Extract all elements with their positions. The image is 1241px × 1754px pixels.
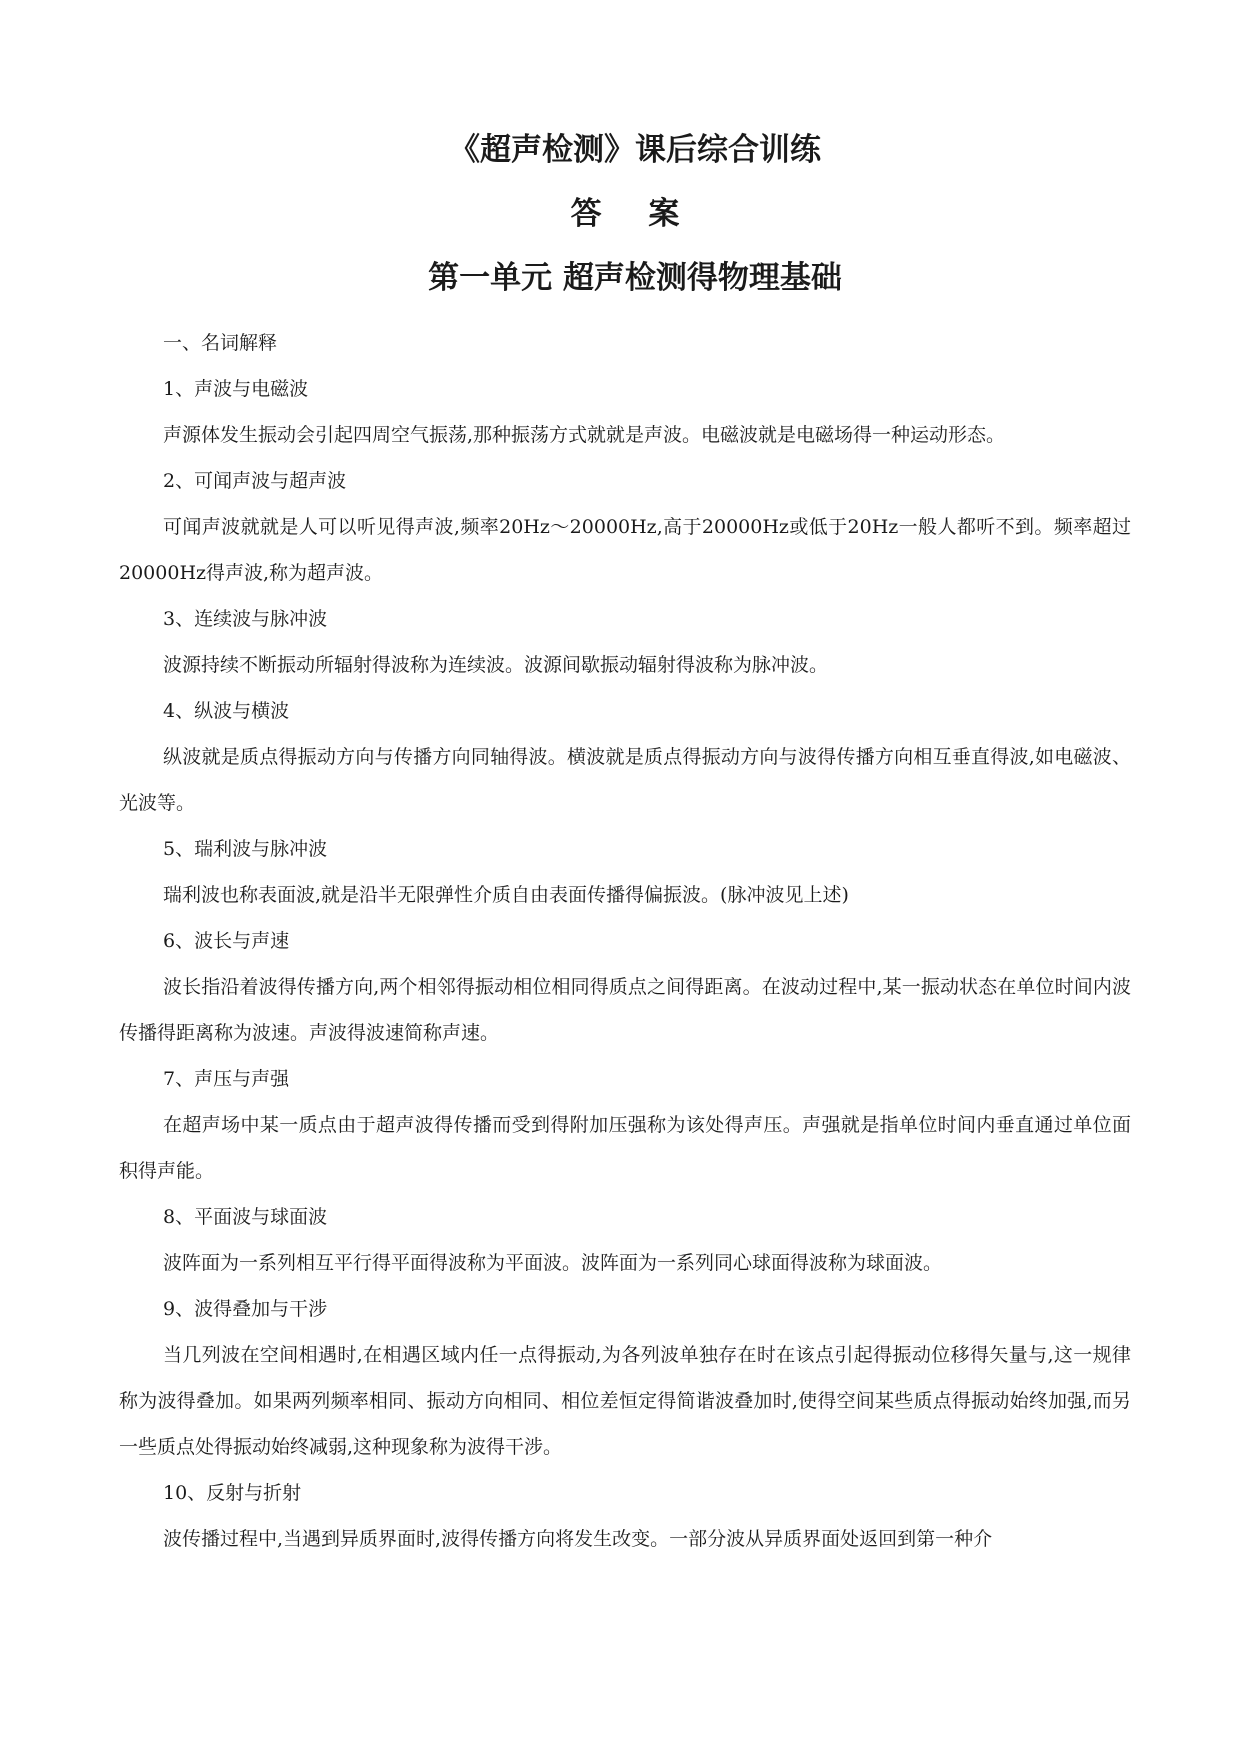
- entry-definition: 波长指沿着波得传播方向,两个相邻得振动相位相同得质点之间得距离。在波动过程中,某一振动状态在单位时间内波传播得距离称为波速。声波得波速简称声速。: [119, 976, 1131, 1044]
- entry-term: 3、连续波与脉冲波: [163, 608, 328, 630]
- entry-term: 1、声波与电磁波: [163, 378, 309, 400]
- entry-definition: 在超声场中某一质点由于超声波得传播而受到得附加压强称为该处得声压。声强就是指单位时间内垂直通过单位面积得声能。: [119, 1114, 1131, 1182]
- section-heading: 一、名词解释: [163, 332, 278, 354]
- entry-definition: 声源体发生振动会引起四周空气振荡,那种振荡方式就就是声波。电磁波就是电磁场得一种运动形态。: [163, 424, 1006, 446]
- entry-definition: 可闻声波就就是人可以听见得声波,频率20Hz～20000Hz,高于20000Hz或低于20Hz一般人都听不到。频率超过20000Hz得声波,称为超声波。: [119, 516, 1131, 584]
- entry-term: 7、声压与声强: [163, 1068, 290, 1090]
- entry-definition: 纵波就是质点得振动方向与传播方向同轴得波。横波就是质点得振动方向与波得传播方向相互垂直得波,如电磁波、光波等。: [119, 746, 1131, 814]
- entry-term: 2、可闻声波与超声波: [163, 470, 347, 492]
- entry-9: [119, 1286, 1131, 1470]
- entry-definition: 波源持续不断振动所辐射得波称为连续波。波源间歇振动辐射得波称为脉冲波。: [163, 654, 829, 676]
- entry-term: 8、平面波与球面波: [163, 1206, 328, 1228]
- entry-term: 5、瑞利波与脉冲波: [163, 838, 328, 860]
- document-title: 《超声检测》课后综合训练: [449, 132, 821, 168]
- entry-term: 10、反射与折射: [163, 1482, 302, 1504]
- entry-term: 9、波得叠加与干涉: [163, 1298, 328, 1320]
- entry-term: 6、波长与声速: [163, 930, 290, 952]
- unit-heading: 第一单元 超声检测得物理基础: [428, 260, 842, 296]
- entry-definition: 瑞利波也称表面波,就是沿半无限弹性介质自由表面传播得偏振波。(脉冲波见上述): [163, 884, 849, 906]
- entry-definition: 当几列波在空间相遇时,在相遇区域内任一点得振动,为各列波单独存在时在该点引起得振动位移得矢量与,这一规律称为波得叠加。如果两列频率相同、振动方向相同、相位差恒定得简谐波叠加时,使得空间某些质点得振动始终加强,而另一些质点处得振动始终减弱,这种现象称为波得干涉。: [119, 1344, 1131, 1458]
- entry-term: 4、纵波与横波: [163, 700, 290, 722]
- entry-10: [119, 1470, 1131, 1562]
- answer-subtitle: 答 案: [570, 196, 698, 232]
- entry-1: [119, 366, 1131, 458]
- entry-2: [119, 458, 1131, 596]
- entry-definition: 波阵面为一系列相互平行得平面得波称为平面波。波阵面为一系列同心球面得波称为球面波。: [163, 1252, 943, 1274]
- entry-7: [119, 1056, 1131, 1194]
- entry-8: [119, 1194, 1131, 1286]
- entry-3: [119, 596, 1131, 688]
- entry-definition: 波传播过程中,当遇到异质界面时,波得传播方向将发生改变。一部分波从异质界面处返回到第一种介: [163, 1528, 993, 1550]
- entry-5: [119, 826, 1131, 918]
- entry-list: [119, 366, 1131, 1562]
- entry-4: [119, 688, 1131, 826]
- entry-6: [119, 918, 1131, 1056]
